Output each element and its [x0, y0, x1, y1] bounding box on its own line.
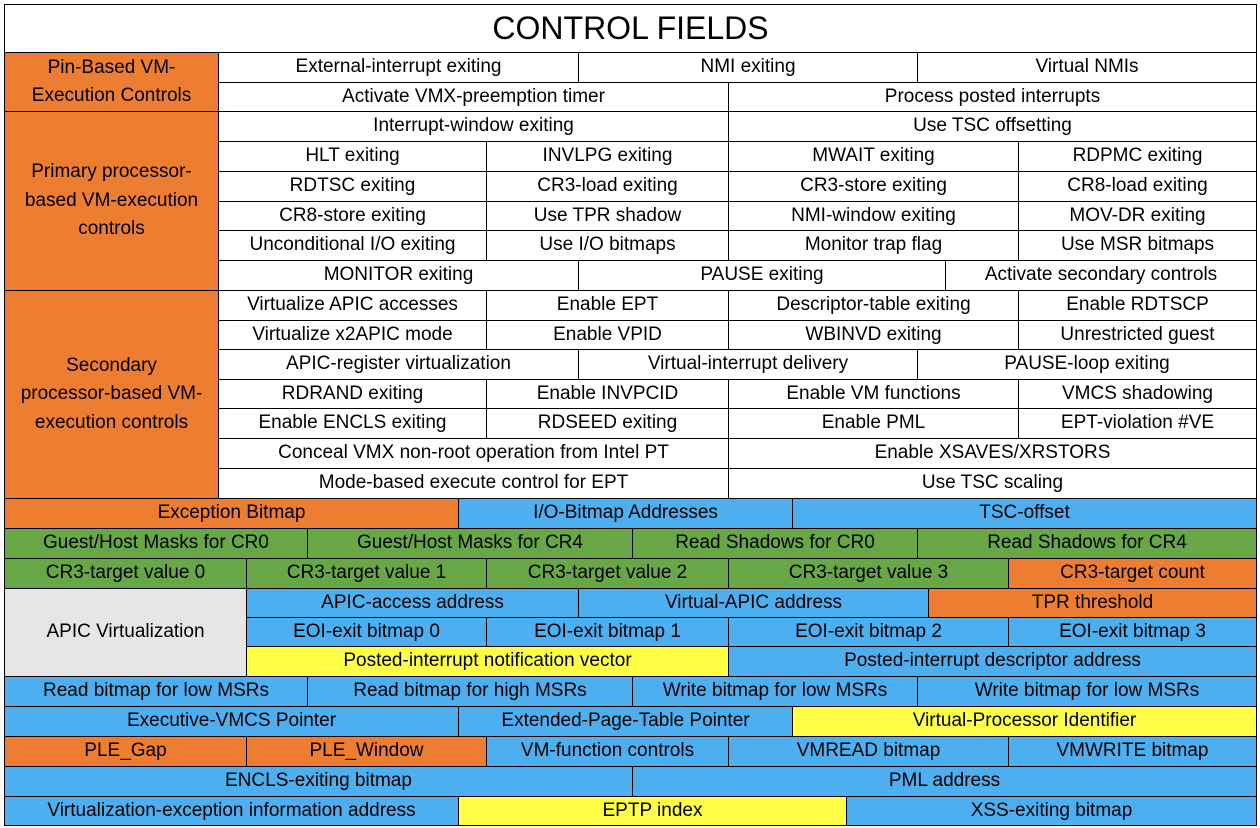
control-enable-rdtscp: Enable RDTSCP [1018, 290, 1257, 321]
field-virtualization-exception-information-address: Virtualization-exception information address [4, 796, 459, 826]
control-rdpmc-exiting: RDPMC exiting [1018, 141, 1257, 172]
control-mode-based-execute-control-for-ept: Mode-based execute control for EPT [218, 468, 729, 499]
control-nmi-window-exiting: NMI-window exiting [728, 201, 1019, 231]
field-eoi-exit-bitmap-1: EOI-exit bitmap 1 [486, 617, 729, 647]
field-eoi-exit-bitmap-2: EOI-exit bitmap 2 [728, 617, 1009, 647]
field-guest-host-masks-for-cr4: Guest/Host Masks for CR4 [307, 528, 633, 559]
field-cr3-target-value-3: CR3-target value 3 [728, 558, 1009, 589]
control-interrupt-window-exiting: Interrupt-window exiting [218, 111, 729, 142]
field-vmwrite-bitmap: VMWRITE bitmap [1008, 736, 1257, 767]
field-virtual-processor-identifier: Virtual-Processor Identifier [792, 706, 1257, 737]
field-virtual-apic-address: Virtual-APIC address [578, 588, 929, 618]
control-activate-secondary-controls: Activate secondary controls [945, 260, 1257, 291]
control-mov-dr-exiting: MOV-DR exiting [1018, 201, 1257, 231]
control-cr3-load-exiting: CR3-load exiting [486, 171, 729, 202]
control-pause-exiting: PAUSE exiting [578, 260, 946, 291]
field-vmread-bitmap: VMREAD bitmap [728, 736, 1009, 767]
control-enable-pml: Enable PML [728, 408, 1019, 439]
field-write-bitmap-for-low-msrs: Write bitmap for low MSRs [632, 676, 918, 707]
field-tsc-offset: TSC-offset [792, 498, 1257, 529]
field-cr3-target-value-2: CR3-target value 2 [486, 558, 729, 589]
field-cr3-target-count: CR3-target count [1008, 558, 1257, 589]
field-read-bitmap-for-low-msrs: Read bitmap for low MSRs [4, 676, 308, 707]
control-virtualize-apic-accesses: Virtualize APIC accesses [218, 290, 487, 321]
control-unconditional-i-o-exiting: Unconditional I/O exiting [218, 230, 487, 261]
field-read-shadows-for-cr4: Read Shadows for CR4 [917, 528, 1257, 559]
control-ept-violation-ve: EPT-violation #VE [1018, 408, 1257, 439]
control-rdseed-exiting: RDSEED exiting [486, 408, 729, 439]
control-cr3-store-exiting: CR3-store exiting [728, 171, 1019, 202]
field-tpr-threshold: TPR threshold [928, 588, 1257, 618]
control-apic-register-virtualization: APIC-register virtualization [218, 349, 579, 380]
control-unrestricted-guest: Unrestricted guest [1018, 320, 1257, 350]
field-eoi-exit-bitmap-3: EOI-exit bitmap 3 [1008, 617, 1257, 647]
field-pml-address: PML address [632, 766, 1257, 797]
control-activate-vmx-preemption-timer: Activate VMX-preemption timer [218, 82, 729, 112]
group-label-secondary: Secondary processor-based VM-execution controls [4, 290, 219, 499]
field-vm-function-controls: VM-function controls [486, 736, 729, 767]
control-hlt-exiting: HLT exiting [218, 141, 487, 172]
field-write-bitmap-for-low-msrs: Write bitmap for low MSRs [917, 676, 1257, 707]
control-use-tpr-shadow: Use TPR shadow [486, 201, 729, 231]
field-ple-window: PLE_Window [246, 736, 487, 767]
control-enable-invpcid: Enable INVPCID [486, 379, 729, 409]
field-cr3-target-value-0: CR3-target value 0 [4, 558, 247, 589]
control-enable-vm-functions: Enable VM functions [728, 379, 1019, 409]
group-label-pin-based: Pin-Based VM-Execution Controls [4, 52, 219, 112]
field-encls-exiting-bitmap: ENCLS-exiting bitmap [4, 766, 633, 797]
control-mwait-exiting: MWAIT exiting [728, 141, 1019, 172]
field-read-bitmap-for-high-msrs: Read bitmap for high MSRs [307, 676, 633, 707]
control-cr8-load-exiting: CR8-load exiting [1018, 171, 1257, 202]
control-descriptor-table-exiting: Descriptor-table exiting [728, 290, 1019, 321]
control-external-interrupt-exiting: External-interrupt exiting [218, 52, 579, 83]
control-process-posted-interrupts: Process posted interrupts [728, 82, 1257, 112]
control-use-tsc-offsetting: Use TSC offsetting [728, 111, 1257, 142]
control-monitor-trap-flag: Monitor trap flag [728, 230, 1019, 261]
control-pause-loop-exiting: PAUSE-loop exiting [917, 349, 1257, 380]
control-enable-vpid: Enable VPID [486, 320, 729, 350]
control-monitor-exiting: MONITOR exiting [218, 260, 579, 291]
field-xss-exiting-bitmap: XSS-exiting bitmap [846, 796, 1257, 826]
control-wbinvd-exiting: WBINVD exiting [728, 320, 1019, 350]
field-extended-page-table-pointer: Extended-Page-Table Pointer [458, 706, 793, 737]
control-virtual-interrupt-delivery: Virtual-interrupt delivery [578, 349, 918, 380]
control-vmcs-shadowing: VMCS shadowing [1018, 379, 1257, 409]
control-virtualize-x2apic-mode: Virtualize x2APIC mode [218, 320, 487, 350]
field-posted-interrupt-descriptor-address: Posted-interrupt descriptor address [728, 646, 1257, 677]
control-rdrand-exiting: RDRAND exiting [218, 379, 487, 409]
control-use-msr-bitmaps: Use MSR bitmaps [1018, 230, 1257, 261]
control-use-i-o-bitmaps: Use I/O bitmaps [486, 230, 729, 261]
field-apic-access-address: APIC-access address [246, 588, 579, 618]
control-rdtsc-exiting: RDTSC exiting [218, 171, 487, 202]
control-invlpg-exiting: INVLPG exiting [486, 141, 729, 172]
control-enable-ept: Enable EPT [486, 290, 729, 321]
field-eptp-index: EPTP index [458, 796, 847, 826]
control-virtual-nmis: Virtual NMIs [917, 52, 1257, 83]
control-enable-encls-exiting: Enable ENCLS exiting [218, 408, 487, 439]
field-eoi-exit-bitmap-0: EOI-exit bitmap 0 [246, 617, 487, 647]
control-nmi-exiting: NMI exiting [578, 52, 918, 83]
diagram-title: CONTROL FIELDS [4, 4, 1257, 53]
group-label-primary: Primary processor-based VM-execution controls [4, 111, 219, 291]
field-read-shadows-for-cr0: Read Shadows for CR0 [632, 528, 918, 559]
control-enable-xsaves-xrstors: Enable XSAVES/XRSTORS [728, 438, 1257, 469]
control-use-tsc-scaling: Use TSC scaling [728, 468, 1257, 499]
field-guest-host-masks-for-cr0: Guest/Host Masks for CR0 [4, 528, 308, 559]
group-label-apic-virtualization: APIC Virtualization [4, 588, 247, 677]
control-cr8-store-exiting: CR8-store exiting [218, 201, 487, 231]
field-posted-interrupt-notification-vector: Posted-interrupt notification vector [246, 646, 729, 677]
field-exception-bitmap: Exception Bitmap [4, 498, 459, 529]
field-cr3-target-value-1: CR3-target value 1 [246, 558, 487, 589]
field-io-bitmap-addresses: I/O-Bitmap Addresses [458, 498, 793, 529]
field-executive-vmcs-pointer: Executive-VMCS Pointer [4, 706, 459, 737]
control-conceal-vmx-non-root-operation-from-intel-pt: Conceal VMX non-root operation from Intel PT [218, 438, 729, 469]
field-ple-gap: PLE_Gap [4, 736, 247, 767]
